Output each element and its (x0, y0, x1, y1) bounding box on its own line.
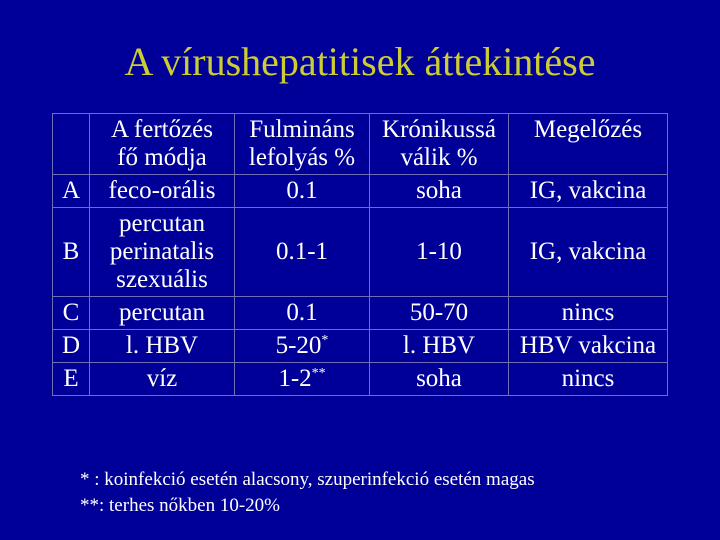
fulminant-mark: ** (311, 366, 326, 381)
slide-title: A vírushepatitisek áttekintése (124, 39, 596, 84)
route-line: szexuális (116, 266, 208, 293)
chronic-cell: l. HBV (370, 330, 509, 363)
fulminant-value: 1-2 (278, 365, 312, 392)
table-row (53, 330, 668, 363)
header-letter-cell (53, 114, 90, 175)
hepatitis-table (52, 113, 668, 396)
chronic-cell: soha (370, 363, 509, 396)
fulminant-value: 0.1 (286, 177, 318, 204)
chronic-cell: 1-10 (370, 208, 509, 297)
table-row (53, 297, 668, 330)
route-line: l. HBV (125, 332, 199, 359)
route-line: perinatalis (109, 238, 215, 265)
prevention-cell: HBV vakcina (509, 330, 668, 363)
header-chronic-line: válik % (400, 144, 478, 171)
fulminant-value: 0.1 (286, 299, 318, 326)
prevention-cell: IG, vakcina (509, 208, 668, 297)
fulminant-cell (235, 363, 370, 396)
header-chronic-line: Krónikussá (382, 116, 496, 143)
fulminant-cell (235, 175, 370, 208)
row-letter: B (53, 208, 90, 297)
header-route-line: fő módja (117, 144, 207, 171)
header-spacer (513, 144, 663, 172)
row-letter: D (53, 330, 90, 363)
header-fulminant-line: lefolyás % (248, 144, 356, 171)
chronic-cell: soha (370, 175, 509, 208)
header-route (90, 114, 235, 175)
chronic-cell: 50-70 (370, 297, 509, 330)
route-line: percutan (118, 299, 206, 326)
table-header-row (53, 114, 668, 175)
table-row (53, 175, 668, 208)
route-line: víz (146, 365, 178, 392)
route-cell (90, 175, 235, 208)
fulminant-cell (235, 208, 370, 297)
route-cell (90, 330, 235, 363)
table-row (53, 363, 668, 396)
prevention-cell: nincs (509, 297, 668, 330)
header-chronic (370, 114, 509, 175)
prevention-cell: nincs (509, 363, 668, 396)
route-cell (90, 363, 235, 396)
footnote-double-asterisk: **: terhes nőkben 10-20% (80, 495, 280, 516)
fulminant-value: 5-20 (275, 332, 322, 359)
footnotes (80, 467, 535, 519)
route-line: percutan (118, 210, 206, 237)
route-cell (90, 208, 235, 297)
fulminant-mark: * (321, 333, 329, 348)
header-fulminant-line: Fulmináns (249, 116, 355, 143)
row-letter: C (53, 297, 90, 330)
fulminant-cell (235, 330, 370, 363)
header-route-line: A fertőzés (110, 116, 214, 143)
route-line: feco-orális (108, 177, 216, 204)
row-letter: A (53, 175, 90, 208)
route-cell (90, 297, 235, 330)
footnote-single-asterisk: * : koinfekció esetén alacsony, szuperinfekció esetén magas (80, 469, 535, 490)
row-letter: E (53, 363, 90, 396)
header-prevention-line: Megelőzés (533, 116, 643, 143)
fulminant-cell (235, 297, 370, 330)
fulminant-value: 0.1-1 (275, 238, 329, 265)
table-row (53, 208, 668, 297)
header-fulminant (235, 114, 370, 175)
header-prevention (509, 114, 668, 175)
prevention-cell: IG, vakcina (509, 175, 668, 208)
